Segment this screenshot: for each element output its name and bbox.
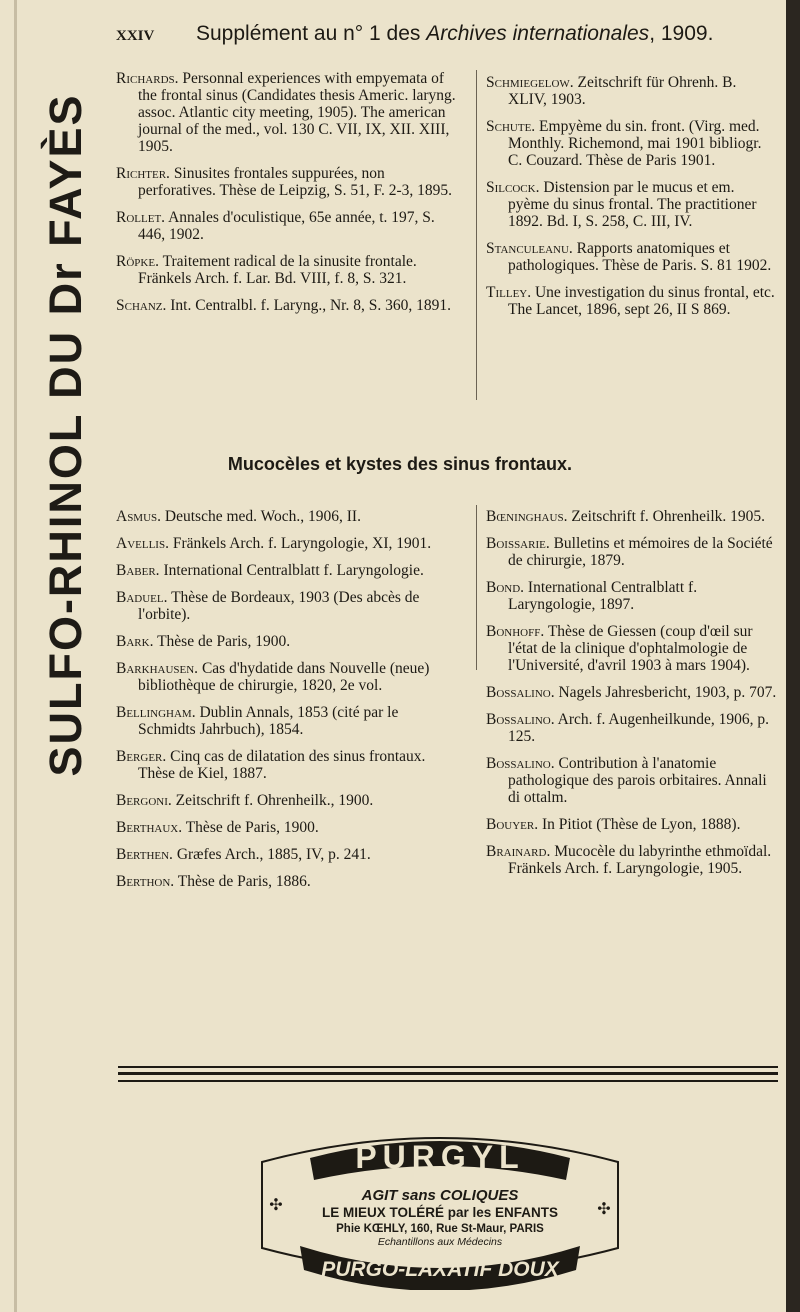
entry-author: Bellingham. (116, 704, 196, 721)
bibliography-entry (486, 118, 778, 169)
title-suffix: , 1909. (649, 22, 714, 45)
ad-bottom-text: PURGO-LAXATIF DOUX (321, 1258, 559, 1281)
entry-author: Stanculeanu. (486, 240, 573, 257)
bibliography-entry (486, 843, 778, 877)
entry-text: Rapports anatomiques et pathologiques. Thèse de Paris. S. 81 1902. (508, 240, 772, 274)
section-title: Mucocèles et kystes des sinus frontaux. (227, 454, 573, 474)
bibliography-entry (116, 209, 456, 243)
entry-text: Sinusites frontales suppurées, non perforatives. Thèse de Leipzig, S. 51, F. 2-3, 1895. (138, 165, 453, 199)
page-edge-shadow (786, 0, 800, 1312)
entry-author: Bossalino. (486, 755, 555, 772)
separator-rule (118, 1072, 778, 1075)
running-title (196, 22, 713, 46)
entry-author: Tilley. (486, 284, 532, 301)
entry-text: International Centralblatt f. Laryngologie, 1897. (508, 579, 698, 613)
entry-author: Bouyer. (486, 816, 539, 833)
ornament-icon: ✣ (597, 1201, 611, 1218)
entry-author: Berthaux. (116, 819, 183, 836)
entry-text: Nagels Jahresbericht, 1903, p. 707. (558, 684, 777, 701)
bibliography-entry (486, 74, 778, 108)
bibliography-entry (116, 70, 456, 155)
entry-author: Schmiegelow. (486, 74, 574, 91)
bibliography-entry (116, 819, 456, 836)
entry-author: Bossalino. (486, 684, 555, 701)
entry-author: Bonhoff. (486, 623, 545, 640)
entry-author: Silcock. (486, 179, 540, 196)
entry-author: Bossalino. (486, 711, 555, 728)
margin-rule (14, 0, 17, 1312)
bibliography-entry (486, 623, 778, 674)
entry-text: Arch. f. Augenheilkunde, 1906, p. 125. (508, 711, 770, 745)
entry-author: Bœninghaus. (486, 508, 568, 525)
bibliography-entry (116, 535, 456, 552)
entry-author: Schute. (486, 118, 536, 135)
running-header (116, 22, 760, 58)
entry-author: Richards. (116, 70, 179, 87)
entry-author: Berthon. (116, 873, 175, 890)
entry-text: Bulletins et mémoires de la Société de chirurgie, 1879. (508, 535, 773, 569)
entry-author: Bark. (116, 633, 154, 650)
ad-artwork (250, 1118, 630, 1290)
bibliography-entry (116, 633, 456, 650)
entry-text: International Centralblatt f. Laryngologie. (163, 562, 424, 579)
top-right-column (486, 74, 778, 328)
bibliography-entry (486, 579, 778, 613)
entry-text: Personnal experiences with empyemata of the frontal sinus (Candidates thesis Americ. laryng. assoc. Atlantic city meeting, 1905). The american journal of the med., vol. 130 C. VII, IX, XII. XIII, 1905. (138, 70, 456, 155)
entry-author: Röpke. (116, 253, 159, 270)
bibliography-entry (116, 704, 456, 738)
entry-text: Une investigation du sinus frontal, etc. The Lancet, 1896, sept 26, II S 869. (508, 284, 775, 318)
column-divider (476, 70, 477, 400)
entry-text: Traitement radical de la sinusite frontale. Fränkels Arch. f. Lar. Bd. VIII, f. 8, S. 321. (138, 253, 417, 287)
entry-author: Schanz. (116, 297, 167, 314)
entry-text: Deutsche med. Woch., 1906, II. (164, 508, 361, 525)
entry-author: Avellis. (116, 535, 169, 552)
entry-text: Int. Centralbl. f. Laryng., Nr. 8, S. 360, 1891. (170, 297, 451, 314)
ad-line-2: LE MIEUX TOLÉRÉ par les ENFANTS (321, 1205, 559, 1220)
entry-text: Zeitschrift f. Ohrenheilk., 1900. (175, 792, 374, 809)
bibliography-entry (116, 873, 456, 890)
entry-author: Bond. (486, 579, 525, 596)
bibliography-entry (486, 508, 778, 525)
bibliography-entry (486, 684, 778, 701)
bibliography-entry (486, 755, 778, 806)
bibliography-entry (116, 297, 456, 314)
page-number: XXIV (116, 28, 155, 44)
bibliography-entry (116, 748, 456, 782)
bibliography-entry (116, 660, 456, 694)
entry-author: Richter. (116, 165, 170, 182)
entry-text: Annales d'oculistique, 65e année, t. 197, S. 446, 1902. (138, 209, 435, 243)
entry-text: Thèse de Paris, 1886. (177, 873, 311, 890)
entry-text: Zeitschrift für Ohrenh. B. XLIV, 1903. (508, 74, 737, 108)
entry-text: Fränkels Arch. f. Laryngologie, XI, 1901. (172, 535, 432, 552)
bibliography-entry (486, 240, 778, 274)
bibliography-entry (116, 562, 456, 579)
side-banner (40, 35, 91, 835)
entry-author: Boissarie. (486, 535, 550, 552)
entry-text: Thèse de Giessen (coup d'œil sur l'état de la clinique d'ophtalmologie de l'Université, d'avril 1903 à mars 1904). (508, 623, 753, 674)
entry-text: Thèse de Paris, 1900. (185, 819, 319, 836)
entry-text: Distension par le mucus et em. pyème du sinus frontal. The practitioner 1892. Bd. I, S. 258, C. III, IV. (508, 179, 757, 230)
side-banner-text: SULFO-RHINOL DU Dr FAYÈS (40, 93, 91, 777)
column-divider (476, 505, 477, 670)
entry-text: Cinq cas de dilatation des sinus frontaux. Thèse de Kiel, 1887. (138, 748, 426, 782)
bibliography-entry (116, 792, 456, 809)
entry-author: Baber. (116, 562, 160, 579)
entry-text: Zeitschrift f. Ohrenheilk. 1905. (571, 508, 766, 525)
bibliography-entry (486, 284, 778, 318)
entry-text: In Pitiot (Thèse de Lyon, 1888). (541, 816, 741, 833)
bibliography-entry (116, 165, 456, 199)
ad-line-1: AGIT sans COLIQUES (361, 1187, 519, 1204)
title-prefix: Supplément au n° 1 des (196, 22, 427, 45)
bibliography-entry (486, 535, 778, 569)
entry-author: Brainard. (486, 843, 551, 860)
entry-text: Thèse de Paris, 1900. (157, 633, 291, 650)
entry-author: Berger. (116, 748, 167, 765)
entry-text: Cas d'hydatide dans Nouvelle (neue) bibliothèque de chirurgie, 1820, 2e vol. (138, 660, 430, 694)
bottom-left-column (116, 508, 456, 900)
bibliography-entry (116, 508, 456, 525)
separator-rule (118, 1080, 778, 1082)
entry-author: Barkhausen. (116, 660, 199, 677)
top-left-column (116, 70, 456, 324)
ornament-icon: ✣ (269, 1197, 283, 1214)
ad-brand: PURGYL (355, 1139, 525, 1175)
bibliography-entry (486, 179, 778, 230)
purgyl-advertisement (250, 1118, 630, 1290)
entry-text: Empyème du sin. front. (Virg. med. Monthly. Richemond, mai 1901 bibliogr. C. Couzard. Thèse de Paris 1901. (508, 118, 762, 169)
entry-text: Græfes Arch., 1885, IV, p. 241. (176, 846, 371, 863)
bibliography-entry (116, 253, 456, 287)
entry-author: Rollet. (116, 209, 166, 226)
entry-author: Berthen. (116, 846, 173, 863)
entry-author: Baduel. (116, 589, 168, 606)
bottom-right-column (486, 508, 778, 887)
entry-text: Contribution à l'anatomie pathologique des parois orbitaires. Annali di ottalm. (508, 755, 767, 806)
entry-text: Mucocèle du labyrinthe ethmoïdal. Fränkels Arch. f. Laryngologie, 1905. (508, 843, 772, 877)
title-journal: Archives internationales (426, 22, 650, 45)
bibliography-entry (486, 816, 778, 833)
bibliography-entry (116, 589, 456, 623)
entry-author: Asmus. (116, 508, 162, 525)
ad-line-3: Phie KŒHLY, 160, Rue St-Maur, PARIS (336, 1223, 544, 1235)
bibliography-entry (486, 711, 778, 745)
entry-text: Dublin Annals, 1853 (cité par le Schmidts Jahrbuch), 1854. (138, 704, 399, 738)
entry-text: Thèse de Bordeaux, 1903 (Des abcès de l'orbite). (138, 589, 420, 623)
entry-author: Bergoni. (116, 792, 172, 809)
separator-rule (118, 1066, 778, 1068)
ad-line-4: Echantillons aux Médecins (377, 1236, 503, 1248)
bibliography-entry (116, 846, 456, 863)
